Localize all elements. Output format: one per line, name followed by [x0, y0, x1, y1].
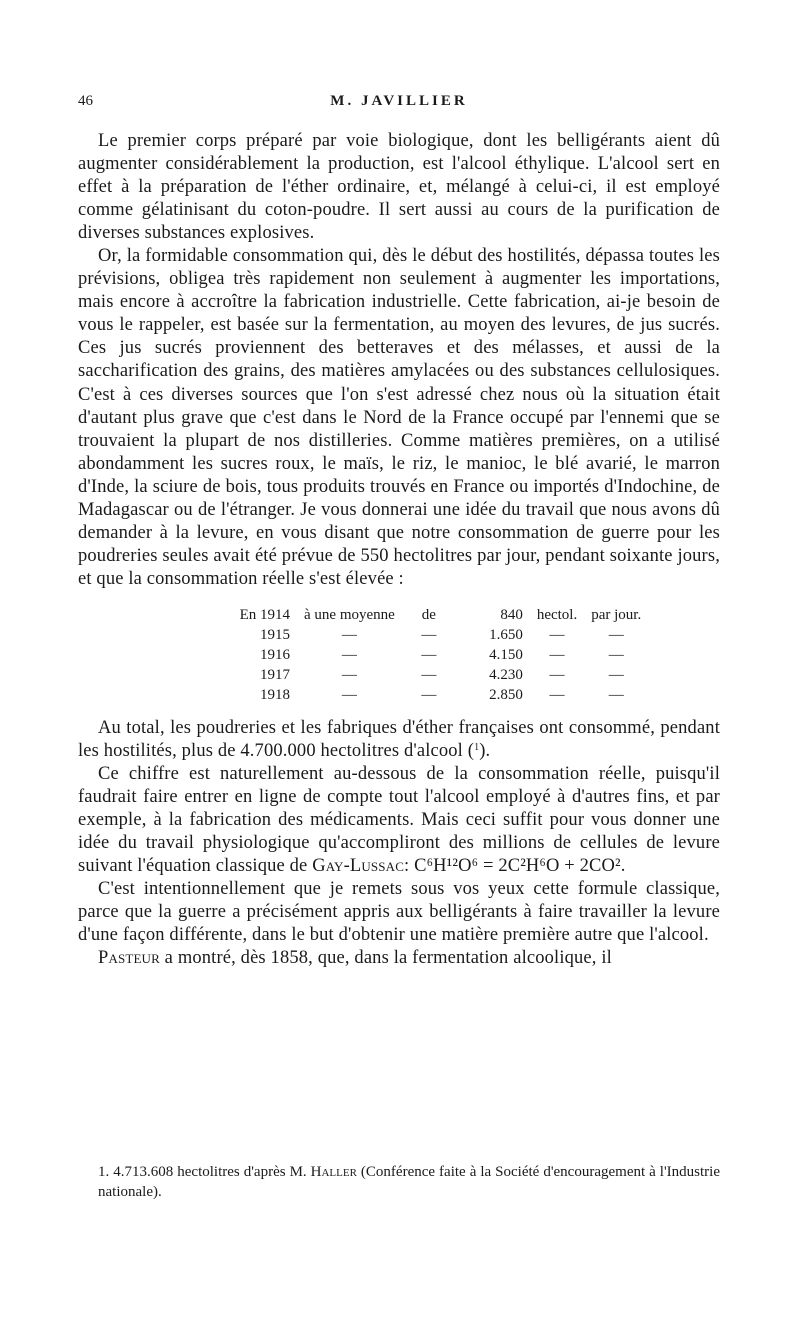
- ditto-cell: —: [421, 646, 437, 663]
- paragraph-intention: C'est intentionnellement que je remets sous vos yeux cette formule classique, parce que la guerre a précisément appris aux belligérants à faire travailler la levure d'une façon différente, dans le but d'obtenir une matière première autre que l'alcool.: [78, 879, 720, 946]
- unit-cell: —: [608, 686, 624, 703]
- ditto-cell: —: [341, 646, 357, 663]
- year-cell: 1917: [260, 666, 290, 683]
- page-header: [78, 93, 720, 115]
- consumption-table: [203, 605, 648, 705]
- paragraph-total: [78, 717, 720, 763]
- unit-cell: —: [549, 686, 565, 703]
- unit-cell: —: [608, 646, 624, 663]
- consumption-row: [203, 625, 648, 645]
- unit-cell: —: [608, 626, 624, 643]
- consumption-row: [203, 645, 648, 665]
- running-title: M. JAVILLIER: [330, 93, 468, 109]
- value-cell: 2.850: [489, 686, 523, 703]
- ditto-cell: de: [421, 606, 436, 623]
- paragraph-pasteur: [78, 947, 720, 970]
- pasteur-text: a montré, dès 1858, que, dans la fermentation alcoolique, il: [159, 948, 612, 969]
- year-cell: 1915: [260, 626, 290, 643]
- chiffre-text: Ce chiffre est naturellement au-dessous de la consommation réelle, puisqu'il faudrait faire entrer en ligne de compte tout l'alcool employé à d'autres fins, et par exemple, à la fabrication des médicaments. Mais ceci suffit pour vous donner une idée du travail physiologique qu'accompliront des millions de cellules de levure suivant l'équation classique de: [78, 764, 720, 877]
- consumption-row: [203, 685, 648, 705]
- footnote-text-end: (Conférence faite à la Société d'encouragement à l'Industrie nationale).: [98, 1164, 720, 1200]
- paragraph-chiffre: [78, 763, 720, 878]
- equation: : C⁶H¹²O⁶ = 2C²H⁶O + 2CO².: [404, 856, 626, 877]
- footnote-ref: 1: [474, 741, 480, 753]
- year-cell: 1916: [260, 646, 290, 663]
- ditto-cell: —: [421, 626, 437, 643]
- unit-cell: —: [549, 646, 565, 663]
- paragraph-alcool: Le premier corps préparé par voie biologique, dont les belligérants aient dû augmenter considérablement la production, est l'alcool éthylique. L'alcool sert en effet à la préparation de l'éther ordinaire, et, mélangé à celui-ci, il est employé comme gélatinisant du coton-poudre. Il sert aussi au cours de la purification de diverses substances explosives.: [78, 131, 720, 244]
- total-text: Au total, les poudreries et les fabriques d'éther françaises ont consommé, pendant les hostilités, plus de 4.700.000 hectolitres d'alcool (: [78, 717, 720, 761]
- value-cell: 4.230: [489, 666, 523, 683]
- total-text-end: ).: [479, 740, 491, 761]
- ditto-cell: —: [421, 686, 437, 703]
- unit-cell: hectol.: [536, 606, 578, 623]
- ditto-cell: à une moyenne: [304, 606, 395, 623]
- unit-cell: —: [608, 666, 624, 683]
- author-name-gay-lussac: Gay-Lussac: [312, 856, 405, 877]
- ditto-cell: —: [341, 666, 357, 683]
- value-cell: 4.150: [489, 646, 523, 663]
- footnote-marker: 1.: [98, 1164, 110, 1180]
- unit-cell: —: [549, 626, 565, 643]
- ditto-cell: —: [341, 626, 357, 643]
- value-cell: 840: [500, 606, 523, 623]
- page-number: 46: [78, 93, 93, 109]
- author-name-haller: Haller: [310, 1164, 357, 1180]
- footnote: [78, 1162, 720, 1202]
- unit-cell: —: [549, 666, 565, 683]
- value-cell: 1.650: [489, 626, 523, 643]
- consumption-row: [203, 605, 648, 625]
- ditto-cell: —: [341, 686, 357, 703]
- year-cell: 1918: [260, 686, 290, 703]
- body-text: [78, 130, 720, 970]
- consumption-row: [203, 665, 648, 685]
- year-cell: En 1914: [239, 606, 290, 623]
- paragraph-consommation: Or, la formidable consommation qui, dès le début des hostilités, dépassa toutes les prévisions, obligea très rapidement non seulement à augmenter les importations, mais encore à accroître la fabrication industrielle. Cette fabrication, ai-je besoin de vous le rappeler, est basée sur la fermentation, au moyen des levures, de jus sucrés. Ces jus sucrés proviennent des betteraves et des mélasses, et aussi de la saccharification des grains, des matières amylacées ou des substances cellulosiques. C'est à ces diverses sources que l'on s'est adressé chez nous où la situation était d'autant plus grave que c'est dans le Nord de la France occupé par l'ennemi que se trouvaient la plupart de nos distilleries. Comme matières premières, on a utilisé abondamment les sucres roux, le maïs, le riz, le manioc, le blé avarié, le marron d'Inde, la sciure de bois, tous produits trouvés en France ou importés d'Indochine, de Madagascar ou de l'étranger. Je vous donnerai une idée du travail que nous avons dû demander à la levure, en vous disant que notre consommation de guerre pour les poudreries seules avait été prévue de 550 hectolitres par jour, pendant soixante jours, et que la consommation réelle s'est élevée :: [78, 246, 720, 589]
- footnote-text: 4.713.608 hectolitres d'après M.: [113, 1164, 311, 1180]
- author-name-pasteur: Pasteur: [98, 948, 160, 969]
- ditto-cell: —: [421, 666, 437, 683]
- unit-cell: par jour.: [591, 606, 642, 623]
